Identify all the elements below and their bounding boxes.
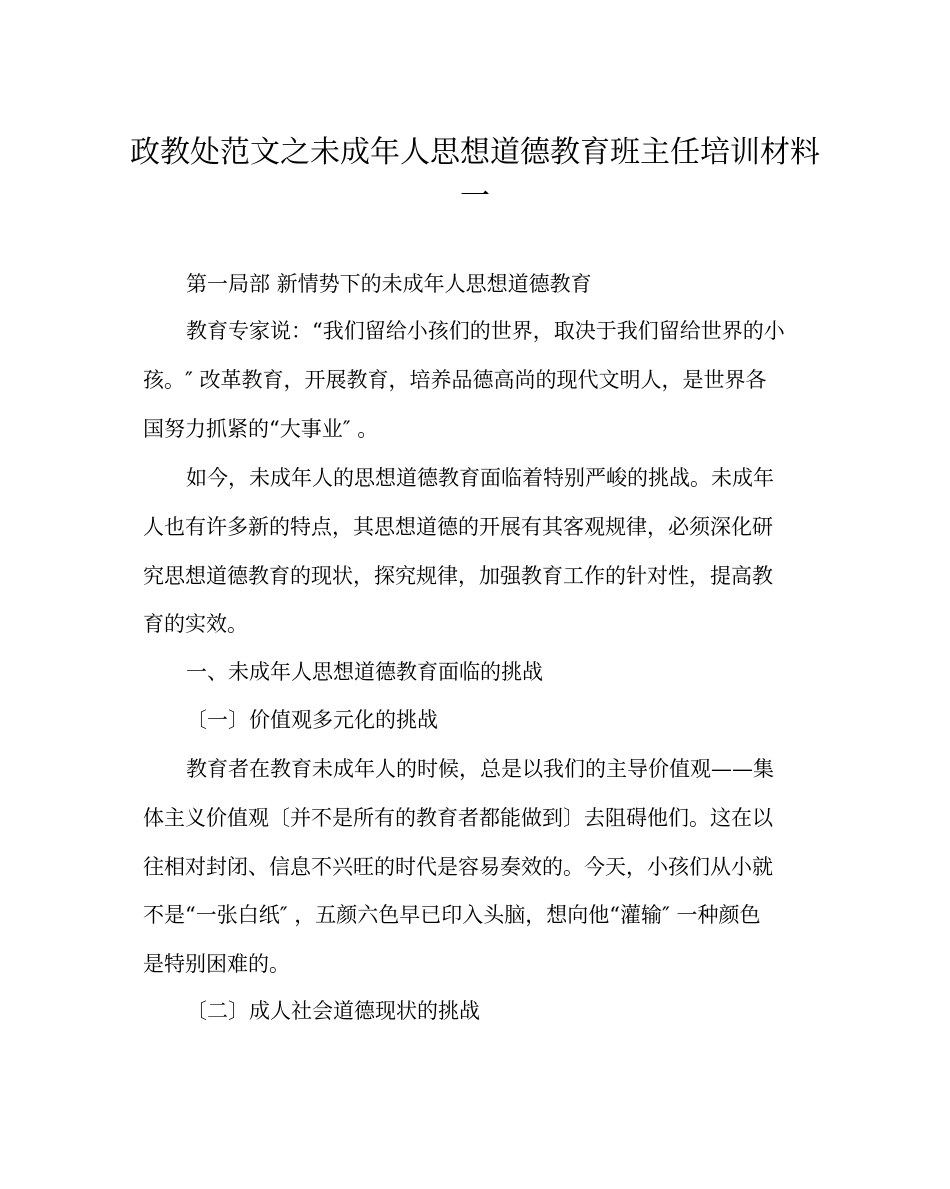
paragraph-line: 究思想道德教育的现状，探究规律，加强教育工作的针对性，提高教 (143, 564, 773, 588)
paragraph-line: 如今，未成年人的思想道德教育面临着特别严峻的挑战。未成年 (186, 466, 774, 490)
paragraph-line: 是特别困难的。 (143, 952, 290, 976)
document-title-line-1: 政教处范文之未成年人思想道德教育班主任培训材料 (130, 135, 820, 170)
subsection-heading: 〔二〕成人社会道德现状的挑战 (186, 999, 480, 1023)
subsection-heading: 一、未成年人思想道德教育面临的挑战 (186, 660, 543, 684)
subsection-heading: 〔一〕价值观多元化的挑战 (186, 708, 438, 732)
paragraph-line: 孩。″ 改革教育，开展教育，培养品德高尚的现代文明人，是世界各 (143, 368, 767, 392)
paragraph-line: 国努力抓紧的“大事业″ 。 (143, 417, 379, 441)
paragraph-line: 体主义价值观〔并不是所有的教育者都能做到〕去阻碍他们。这在以 (143, 806, 773, 830)
paragraph-line: 不是“一张白纸″ ，五颜六色早已印入头脑，想向他“灌输″ 一种颜色 (143, 903, 761, 927)
document-title-line-2: 一 (460, 179, 490, 214)
paragraph-line: 教育专家说：“我们留给小孩们的世界，取决于我们留给世界的小 (186, 319, 785, 343)
paragraph-line: 人也有许多新的特点，其思想道德的开展有其客观规律，必须深化研 (143, 515, 773, 539)
paragraph-line: 教育者在教育未成年人的时候，总是以我们的主导价值观——集 (186, 757, 774, 781)
paragraph-line: 往相对封闭、信息不兴旺的时代是容易奏效的。今天，小孩们从小就 (143, 855, 773, 879)
section-heading: 第一局部 新情势下的未成年人思想道德教育 (186, 272, 592, 296)
paragraph-line: 育的实效。 (143, 612, 248, 636)
